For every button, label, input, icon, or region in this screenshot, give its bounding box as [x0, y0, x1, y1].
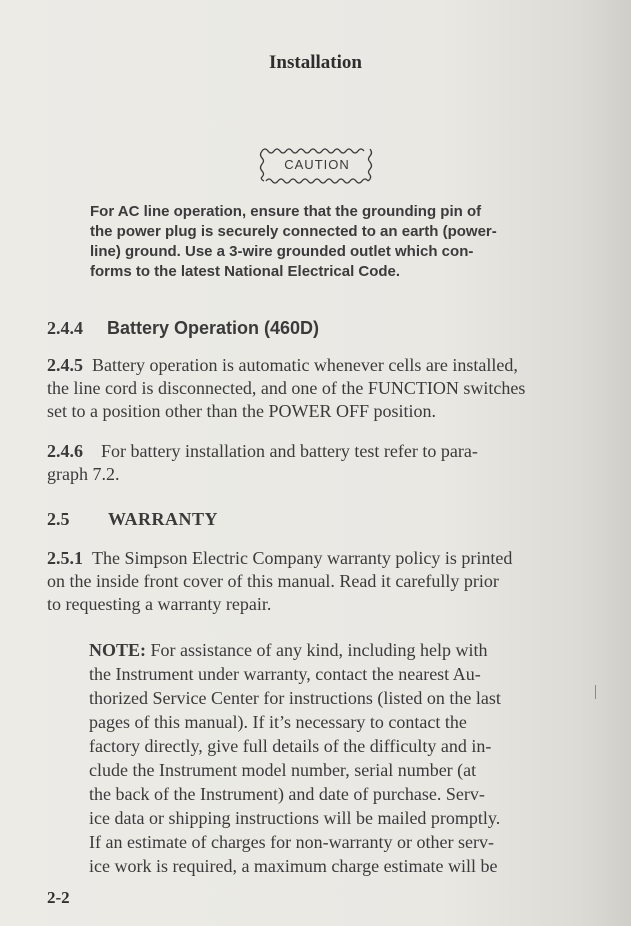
paragraph-number: 2.4.5	[47, 355, 83, 375]
paragraph-line: For battery installation and battery test refer to para-	[101, 441, 478, 461]
caution-label: CAUTION	[284, 157, 350, 172]
note-block	[89, 638, 549, 878]
paragraph-line: the line cord is disconnected, and one of the FUNCTION switches	[47, 378, 526, 398]
paragraph-line: The Simpson Electric Company warranty policy is printed	[92, 548, 513, 568]
caution-line: For AC line operation, ensure that the grounding pin of	[90, 203, 482, 220]
paragraph-line: on the inside front cover of this manual. Read it carefully prior	[47, 571, 499, 591]
paragraph-2-4-6	[47, 440, 592, 486]
note-line: pages of this manual). If it’s necessary to contact the	[89, 712, 467, 732]
caution-line: forms to the latest National Electrical Code.	[90, 263, 401, 280]
note-line: the Instrument under warranty, contact the nearest Au-	[89, 664, 481, 684]
section-number: 2.5	[47, 509, 70, 529]
section-title: Battery Operation (460D)	[107, 318, 320, 338]
section-title: WARRANTY	[108, 509, 219, 529]
page-header: Installation	[269, 52, 362, 73]
paragraph-number: 2.5.1	[47, 548, 83, 568]
section-number: 2.4.4	[47, 318, 83, 338]
caution-banner	[258, 145, 376, 185]
note-line: ice work is required, a maximum charge estimate will be	[89, 856, 498, 876]
paragraph-line: set to a position other than the POWER OFF position.	[47, 401, 436, 421]
note-line: factory directly, give full details of the difficulty and in-	[89, 736, 492, 756]
note-line: ice data or shipping instructions will be mailed promptly.	[89, 808, 501, 828]
note-line: For assistance of any kind, including help with	[150, 640, 488, 660]
page-number: 2-2	[47, 888, 70, 907]
section-heading-2-5	[47, 509, 218, 530]
note-label: NOTE:	[89, 640, 147, 660]
section-heading-2-4-4	[47, 318, 319, 339]
note-line: the back of the Instrument) and date of purchase. Serv-	[89, 784, 485, 804]
paragraph-line: Battery operation is automatic whenever cells are installed,	[92, 355, 518, 375]
paragraph-2-4-5	[47, 354, 592, 423]
paragraph-number: 2.4.6	[47, 441, 83, 461]
note-line: thorized Service Center for instructions (listed on the last	[89, 688, 501, 708]
paragraph-line: to requesting a warranty repair.	[47, 594, 272, 614]
note-line: clude the Instrument model number, serial number (at	[89, 760, 477, 780]
caution-line: the power plug is securely connected to an earth (power-	[90, 223, 497, 240]
paragraph-line: graph 7.2.	[47, 464, 120, 484]
paragraph-2-5-1	[47, 547, 592, 616]
note-line: If an estimate of charges for non-warranty or other serv-	[89, 832, 494, 852]
caution-text	[90, 202, 565, 282]
margin-mark	[595, 685, 596, 699]
caution-line: line) ground. Use a 3-wire grounded outlet which con-	[90, 243, 474, 260]
